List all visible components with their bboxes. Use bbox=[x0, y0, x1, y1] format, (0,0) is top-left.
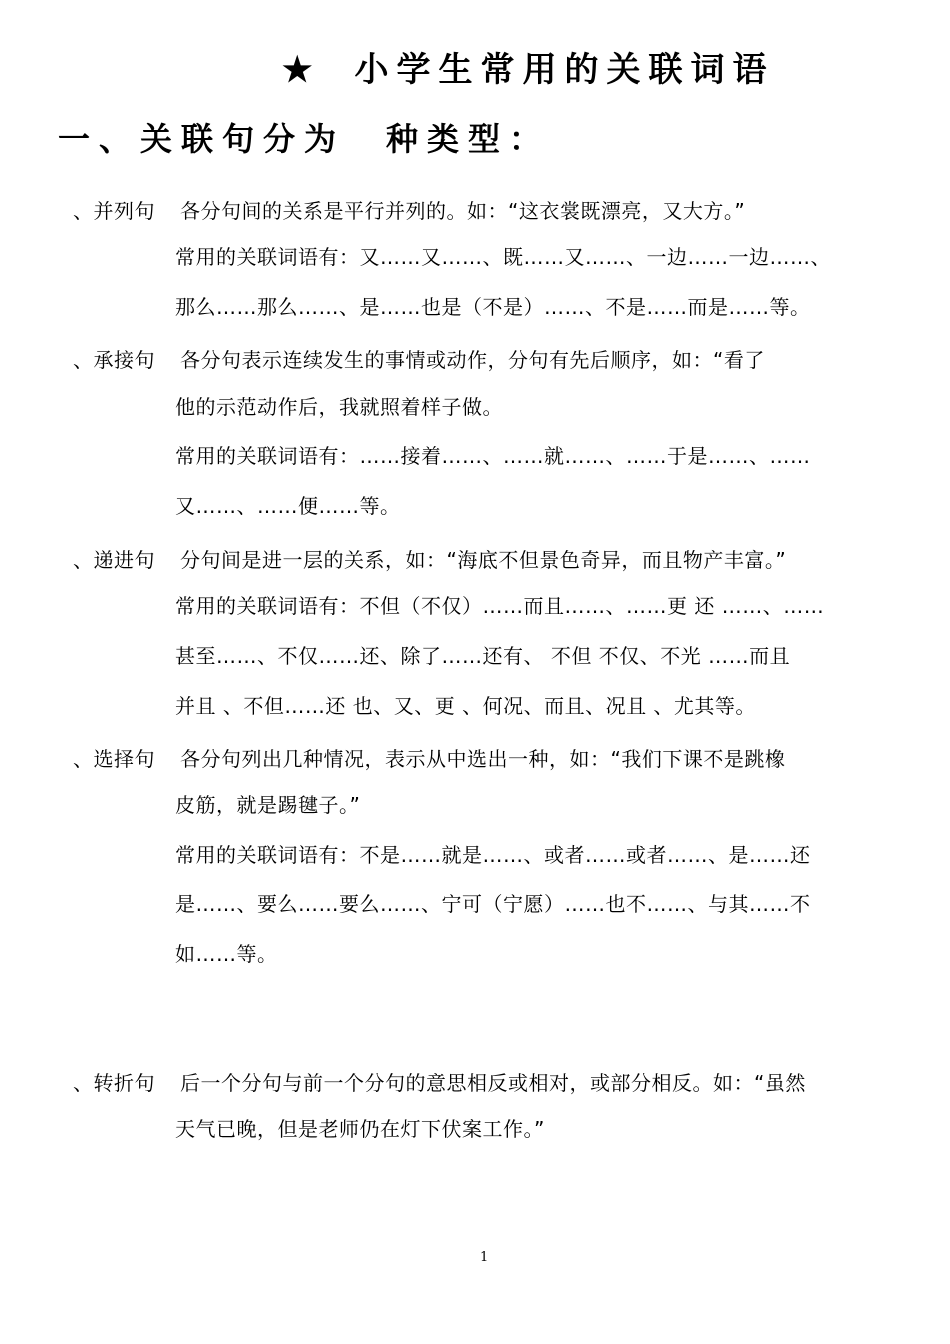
section-label-sequential: 、承接句 bbox=[73, 348, 155, 372]
section-text-line: 甚至……、不仅……还、除了……还有、 不但 不仅、不光 ……而且 bbox=[175, 644, 791, 668]
document-title bbox=[282, 42, 774, 91]
section-heading: 一、关联句分为 种类型： bbox=[58, 120, 551, 158]
section-text-line: 分句间是进一层的关系，如：“海底不但景色奇异，而且物产丰富。” bbox=[180, 548, 787, 572]
section-text-line: 天气已晚，但是老师仍在灯下伏案工作。” bbox=[175, 1117, 545, 1141]
section-label-contrast: 、转折句 bbox=[73, 1071, 155, 1095]
section-label-progressive: 、递进句 bbox=[73, 548, 155, 572]
section-text-line: 常用的关联词语有：又……又……、既……又……、一边……一边……、 bbox=[175, 245, 831, 269]
section-text-line: 他的示范动作后，我就照着样子做。 bbox=[175, 395, 503, 419]
section-text-line: 并且 、不但……还 也、又、更 、何况、而且、况且 、尤其等。 bbox=[175, 694, 756, 718]
section-text-line: 又……、……便……等。 bbox=[175, 494, 401, 518]
section-text-line: 是……、要么……要么……、宁可（宁愿）……也不……、与其……不 bbox=[175, 892, 811, 916]
section-text-line: 各分句列出几种情况，表示从中选出一种，如：“我们下课不是跳橡 bbox=[180, 747, 786, 771]
title-text: 小学生常用的关联词语 bbox=[354, 50, 775, 90]
section-text-line: 各分句表示连续发生的事情或动作，分句有先后顺序，如：“看了 bbox=[180, 348, 765, 372]
section-text-line: 那么……那么……、是……也是（不是）……、不是……而是……等。 bbox=[175, 295, 811, 319]
section-text-line: 如……等。 bbox=[175, 942, 278, 966]
section-text-line: 后一个分句与前一个分句的意思相反或相对，或部分相反。如：“虽然 bbox=[180, 1071, 806, 1095]
star-icon: ★ bbox=[282, 50, 321, 90]
section-label-choice: 、选择句 bbox=[73, 747, 155, 771]
section-text-line: 皮筋，就是踢毽子。” bbox=[175, 793, 361, 817]
section-text-line: 各分句间的关系是平行并列的。如：“这衣裳既漂亮，又大方。” bbox=[180, 199, 746, 223]
section-text-line: 常用的关联词语有：不但（不仅）……而且……、……更 还 ……、…… bbox=[175, 594, 825, 618]
section-text-line: 常用的关联词语有：不是……就是……、或者……或者……、是……还 bbox=[175, 843, 811, 867]
section-label-parallel: 、并列句 bbox=[73, 199, 155, 223]
section-text-line: 常用的关联词语有：……接着……、……就……、……于是……、…… bbox=[175, 444, 811, 468]
page-number: 1 bbox=[480, 1250, 489, 1265]
